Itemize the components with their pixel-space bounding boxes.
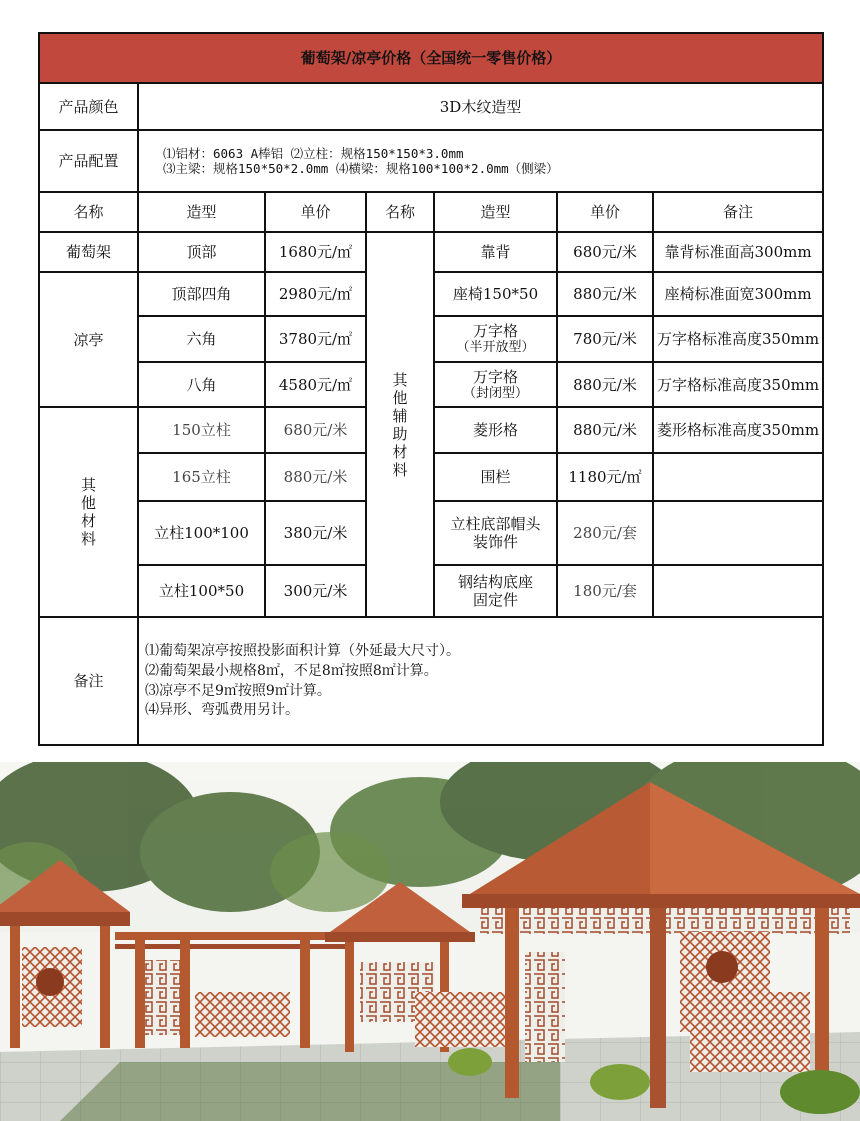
- price-table: [38, 32, 824, 746]
- aux-price: 680元/米: [557, 232, 653, 272]
- header-name: 名称: [39, 192, 138, 232]
- grape-name: 葡萄架: [39, 232, 138, 272]
- aux-style: 万字格 （半开放型）: [434, 316, 557, 362]
- color-value: 3D木纹造型: [138, 83, 823, 130]
- notes-content: [138, 617, 823, 745]
- config-label: 产品配置: [39, 130, 138, 192]
- header-style: 造型: [138, 192, 265, 232]
- other-style: 立柱100*100: [138, 501, 265, 565]
- aux-note: 靠背标准面高300mm: [653, 232, 823, 272]
- header-price: 单价: [265, 192, 366, 232]
- note-item: ⑵葡萄架最小规格8㎡，不足8㎡按照8㎡计算。: [145, 662, 438, 679]
- table-row: [39, 232, 823, 272]
- aux-note: 座椅标准面宽300mm: [653, 272, 823, 316]
- aux-note: 菱形格标准高度350mm: [653, 407, 823, 453]
- config-line-1: ⑴铝材：6063 A棒铝 ⑵立柱：规格150*150*3.0mm: [163, 146, 464, 161]
- other-style: 150立柱: [138, 407, 265, 453]
- aux-price: 880元/米: [557, 362, 653, 407]
- aux-note: [653, 565, 823, 617]
- notes-label: 备注: [39, 617, 138, 745]
- note-item: ⑷异形、弯弧费用另计。: [145, 702, 299, 719]
- config-value: [138, 130, 823, 192]
- aux-price: 180元/套: [557, 565, 653, 617]
- note-item: ⑴葡萄架凉亭按照投影面积计算（外延最大尺寸）。: [145, 642, 460, 659]
- aux-price: 880元/米: [557, 407, 653, 453]
- table-title: 葡萄架/凉亭价格（全国统一零售价格）: [39, 33, 823, 83]
- header-row: [39, 192, 823, 232]
- aux-style: 万字格 （封闭型）: [434, 362, 557, 407]
- aux-price: 780元/米: [557, 316, 653, 362]
- aux-style: 靠背: [434, 232, 557, 272]
- other-price: 880元/米: [265, 453, 366, 501]
- other-materials-name: 其 他 材 料: [39, 407, 138, 617]
- aux-style: 围栏: [434, 453, 557, 501]
- pavilion-price: 2980元/㎡: [265, 272, 366, 316]
- pavilion-style: 六角: [138, 316, 265, 362]
- aux-note: 万字格标准高度350mm: [653, 362, 823, 407]
- header-price-2: 单价: [557, 192, 653, 232]
- pavilion-style: 八角: [138, 362, 265, 407]
- aux-style: 菱形格: [434, 407, 557, 453]
- aux-price: 1180元/㎡: [557, 453, 653, 501]
- header-name-2: 名称: [366, 192, 434, 232]
- pavilion-price: 4580元/㎡: [265, 362, 366, 407]
- config-line-2: ⑶主梁：规格150*50*2.0mm ⑷横梁：规格100*100*2.0mm（侧梁）: [163, 161, 559, 176]
- aux-price: 880元/米: [557, 272, 653, 316]
- pavilion-illustration: [0, 762, 860, 1121]
- pavilion-photo: [0, 762, 860, 1121]
- aux-style: 座椅150*50: [434, 272, 557, 316]
- header-style-2: 造型: [434, 192, 557, 232]
- note-item: ⑶凉亭不足9㎡按照9㎡计算。: [145, 682, 331, 699]
- grape-price: 1680元/㎡: [265, 232, 366, 272]
- aux-note: [653, 501, 823, 565]
- other-price: 380元/米: [265, 501, 366, 565]
- other-style: 165立柱: [138, 453, 265, 501]
- other-price: 680元/米: [265, 407, 366, 453]
- aux-price: 280元/套: [557, 501, 653, 565]
- grape-style: 顶部: [138, 232, 265, 272]
- notes-row: [39, 617, 823, 745]
- aux-note: [653, 453, 823, 501]
- other-style: 立柱100*50: [138, 565, 265, 617]
- color-label: 产品颜色: [39, 83, 138, 130]
- other-price: 300元/米: [265, 565, 366, 617]
- aux-materials-name: 其 他 辅 助 材 料: [366, 232, 434, 617]
- pavilion-price: 3780元/㎡: [265, 316, 366, 362]
- pavilion-style: 顶部四角: [138, 272, 265, 316]
- header-note: 备注: [653, 192, 823, 232]
- aux-style: 钢结构底座 固定件: [434, 565, 557, 617]
- aux-style: 立柱底部帽头 装饰件: [434, 501, 557, 565]
- aux-note: 万字格标准高度350mm: [653, 316, 823, 362]
- pavilion-name: 凉亭: [39, 272, 138, 407]
